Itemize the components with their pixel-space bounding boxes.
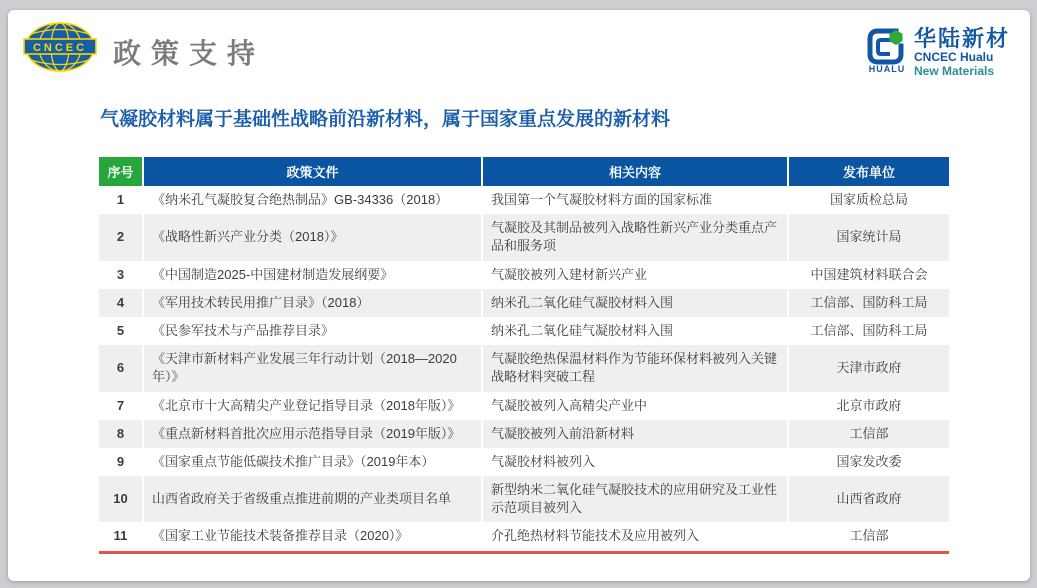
cell-unit: 工信部、国防科工局 [788,317,949,345]
cell-unit: 国家统计局 [788,214,949,260]
cell-content: 气凝胶材料被列入 [482,448,788,476]
cell-policy: 《国家工业节能技术装备推荐目录（2020）》 [143,522,482,552]
cell-unit: 国家质检总局 [788,186,949,214]
cell-content: 气凝胶及其制品被列入战略性新兴产业分类重点产品和服务项 [482,214,788,260]
hualu-name-cn: 华陆新材 [913,26,1010,51]
cell-seq: 10 [113,491,128,507]
cell-unit: 工信部 [788,522,949,552]
cell-unit: 北京市政府 [788,392,949,420]
brand-right [866,26,1010,79]
cell-unit: 山西省政府 [788,476,949,522]
hualu-logo-icon [866,26,908,74]
column-header-content: 相关内容 [482,157,788,186]
cell-content: 介孔绝热材料节能技术及应用被列入 [482,522,788,552]
policy-table [99,157,949,554]
cell-policy: 《重点新材料首批次应用示范指导目录（2019年版）》 [143,420,482,448]
table-row [99,289,949,317]
hualu-text-block [914,26,1010,79]
cell-unit: 工信部 [788,420,949,448]
cell-content: 我国第一个气凝胶材料方面的国家标准 [482,186,788,214]
cell-content: 气凝胶被列入前沿新材料 [482,420,788,448]
slide [8,10,1030,581]
section-title: 政策支持 [113,38,266,70]
cell-seq: 4 [116,294,125,310]
cncec-logo-text: CNCEC [32,42,88,54]
hualu-icon-label: HUALU [868,64,906,74]
table-row [99,522,949,552]
hualu-name-en2: New Materials [913,64,995,79]
column-header-policy: 政策文件 [143,157,482,186]
table-row [99,345,949,391]
cell-seq: 5 [116,322,125,338]
hualu-name-en: CNCEC Hualu [913,50,994,65]
cell-policy: 《纳米孔气凝胶复合绝热制品》GB-34336（2018） [143,186,482,214]
cell-content: 新型纳米二氧化硅气凝胶技术的应用研究及工业性示范项目被列入 [482,476,788,522]
cell-seq: 1 [116,192,125,207]
table-row [99,392,949,420]
column-header-unit: 发布单位 [788,157,949,186]
cell-policy: 《国家重点节能低碳技术推广目录》（2019年本） [143,448,482,476]
cell-content: 气凝胶被列入建材新兴产业 [482,261,788,289]
cell-content: 纳米孔二氧化硅气凝胶材料入围 [482,317,788,345]
column-header-seq: 序号 [99,157,143,186]
table-row [99,317,949,345]
cell-unit: 天津市政府 [788,345,949,391]
slide-heading: 气凝胶材料属于基础性战略前沿新材料，属于国家重点发展的新材料 [100,109,671,130]
brand-left [23,20,265,79]
table-row [99,476,949,522]
policy-table-wrap [99,157,949,554]
cell-policy: 《战略性新兴产业分类（2018）》 [143,214,482,260]
cell-seq: 9 [116,453,125,469]
cell-policy: 《中国制造2025-中国建材制造发展纲要》 [143,261,482,289]
table-header-row [99,157,949,186]
cell-policy: 山西省政府关于省级重点推进前期的产业类项目名单 [143,476,482,522]
cell-policy: 《军用技术转民用推广目录》（2018） [143,289,482,317]
cell-policy: 《北京市十大高精尖产业登记指导目录（2018年版）》 [143,392,482,420]
cell-policy: 《民参军技术与产品推荐目录》 [143,317,482,345]
cell-content: 气凝胶被列入高精尖产业中 [482,392,788,420]
table-row [99,448,949,476]
cell-seq: 2 [116,229,125,245]
cell-seq: 3 [116,266,125,282]
cell-content: 气凝胶绝热保温材料作为节能环保材料被列入关键战略材料突破工程 [482,345,788,391]
table-row [99,214,949,260]
cell-seq: 6 [116,360,125,376]
cell-unit: 中国建筑材料联合会 [788,261,949,289]
cell-seq: 8 [116,425,125,441]
table-row [99,420,949,448]
cell-seq: 7 [116,397,125,413]
cell-unit: 国家发改委 [788,448,949,476]
cell-seq: 11 [113,528,128,544]
cell-content: 纳米孔二氧化硅气凝胶材料入围 [482,289,788,317]
table-row [99,261,949,289]
table-row [99,186,949,214]
cncec-globe-icon [23,20,97,79]
cell-unit: 工信部、国防科工局 [788,289,949,317]
cell-policy: 《天津市新材料产业发展三年行动计划（2018—2020年）》 [143,345,482,391]
